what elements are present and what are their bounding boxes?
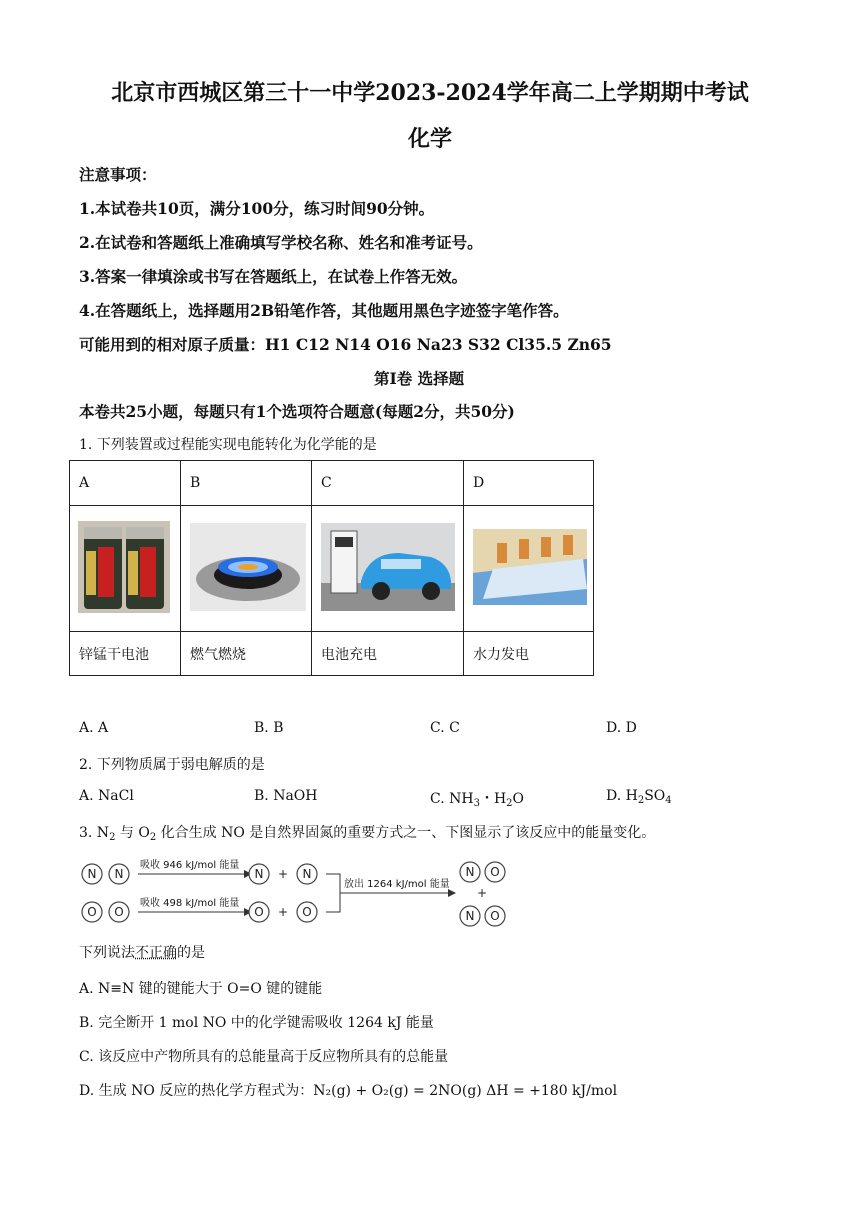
- q3-question-post: 的是: [177, 945, 205, 961]
- n-atom-label: N: [87, 867, 97, 881]
- ev-charging-image: [321, 523, 455, 611]
- n-atom-label: N: [302, 867, 312, 881]
- absorb-o2-label: 吸收 498 kJ/mol 能量: [140, 898, 240, 909]
- n-atom-label: N: [465, 865, 475, 879]
- q1-option-d[interactable]: D. D: [606, 720, 637, 736]
- q1-caption-d: 水力发电: [464, 632, 594, 676]
- notice-item-2: 2.在试卷和答题纸上准确填写学校名称、姓名和准考证号。: [79, 233, 483, 252]
- q3-option-a[interactable]: A. N≡N 键的键能大于 O=O 键的键能: [79, 981, 323, 997]
- o-atom-label: O: [490, 865, 500, 879]
- q2-option-d[interactable]: D. $H_2SO_4$: [606, 788, 672, 806]
- q2-option-c[interactable]: C. $NH_3$・$H_2O$: [430, 791, 525, 809]
- q2-option-b[interactable]: B. NaOH: [254, 788, 318, 804]
- q3-question: [79, 942, 205, 962]
- n-atom-label: N: [465, 909, 475, 923]
- notice-item-1: 1.本试卷共10页，满分100分，练习时间90分钟。: [79, 199, 435, 218]
- o-atom-label: O: [114, 905, 124, 919]
- q3-question-pre: 下列说法: [79, 945, 135, 961]
- o-atom-label: O: [490, 909, 500, 923]
- q3-option-b[interactable]: B. 完全断开 1 mol NO 中的化学键需吸收 1264 kJ 能量: [79, 1015, 434, 1031]
- plus-sign: +: [277, 905, 289, 919]
- q1-caption-c: 电池充电: [312, 632, 464, 676]
- o-atom-label: O: [87, 905, 97, 919]
- q1-caption-a: 锌锰干电池: [70, 632, 181, 676]
- q2-stem: 2. 下列物质属于弱电解质的是: [79, 757, 265, 773]
- q3-question-emphasis: 不正确: [135, 945, 177, 961]
- release-label: 放出 1264 kJ/mol 能量: [344, 879, 450, 890]
- dry-battery-image: [78, 521, 170, 613]
- n-atom-label: N: [114, 867, 124, 881]
- q3-stem: 3. $N_2$ 与 $O_2$ 化合生成 NO 是自然界固氮的重要方式之一、下图显示了该反应中的能量变化。: [79, 825, 656, 843]
- section-instruction: 本卷共25小题，每题只有1个选项符合题意(每题2分，共50分): [79, 402, 515, 421]
- q1-caption-b: 燃气燃烧: [181, 632, 312, 676]
- q1-header-c: C: [312, 461, 464, 506]
- q3-option-d[interactable]: D. 生成 NO 反应的热化学方程式为：N₂(g) + O₂(g) = 2NO(g) ΔH = +180 kJ/mol: [79, 1083, 618, 1099]
- q1-table: [69, 460, 594, 676]
- plus-sign: +: [476, 886, 488, 900]
- notice-item-4: 4.在答题纸上，选择题用2B铅笔作答，其他题用黑色字迹签字笔作答。: [79, 301, 569, 320]
- q3-option-c[interactable]: C. 该反应中产物所具有的总能量高于反应物所具有的总能量: [79, 1049, 449, 1065]
- q1-header-b: B: [181, 461, 312, 506]
- atomic-masses: 可能用到的相对原子质量：H1 C12 N14 O16 Na23 S32 Cl35.5 Zn65: [79, 335, 612, 354]
- q2-option-a[interactable]: A. NaCl: [79, 788, 134, 804]
- q1-option-a[interactable]: A. A: [79, 720, 109, 736]
- n-atom-label: N: [254, 867, 264, 881]
- q1-option-b[interactable]: B. B: [254, 720, 284, 736]
- subject-title: 化学: [407, 126, 452, 152]
- o-atom-label: O: [302, 905, 312, 919]
- page-title: 北京市西城区第三十一中学2023-2024学年高二上学期期中考试: [111, 80, 749, 106]
- q1-image-a-cell: [70, 506, 181, 632]
- q1-header-a: A: [70, 461, 181, 506]
- q1-header-d: D: [464, 461, 594, 506]
- q1-image-d-cell: [464, 506, 594, 632]
- q1-stem: 1. 下列装置或过程能实现电能转化为化学能的是: [79, 437, 377, 453]
- q1-image-b-cell: [181, 506, 312, 632]
- notice-heading: 注意事项：: [79, 165, 157, 184]
- q1-option-c[interactable]: C. C: [430, 720, 460, 736]
- gas-stove-image: [190, 523, 306, 611]
- energy-diagram: [76, 856, 516, 930]
- plus-sign: +: [277, 867, 289, 881]
- notice-item-3: 3.答案一律填涂或书写在答题纸上，在试卷上作答无效。: [79, 267, 468, 286]
- absorb-n2-label: 吸收 946 kJ/mol 能量: [140, 860, 240, 871]
- o-atom-label: O: [254, 905, 264, 919]
- section-title: 第I卷 选择题: [374, 369, 465, 388]
- q1-image-c-cell: [312, 506, 464, 632]
- hydropower-image: [473, 529, 587, 605]
